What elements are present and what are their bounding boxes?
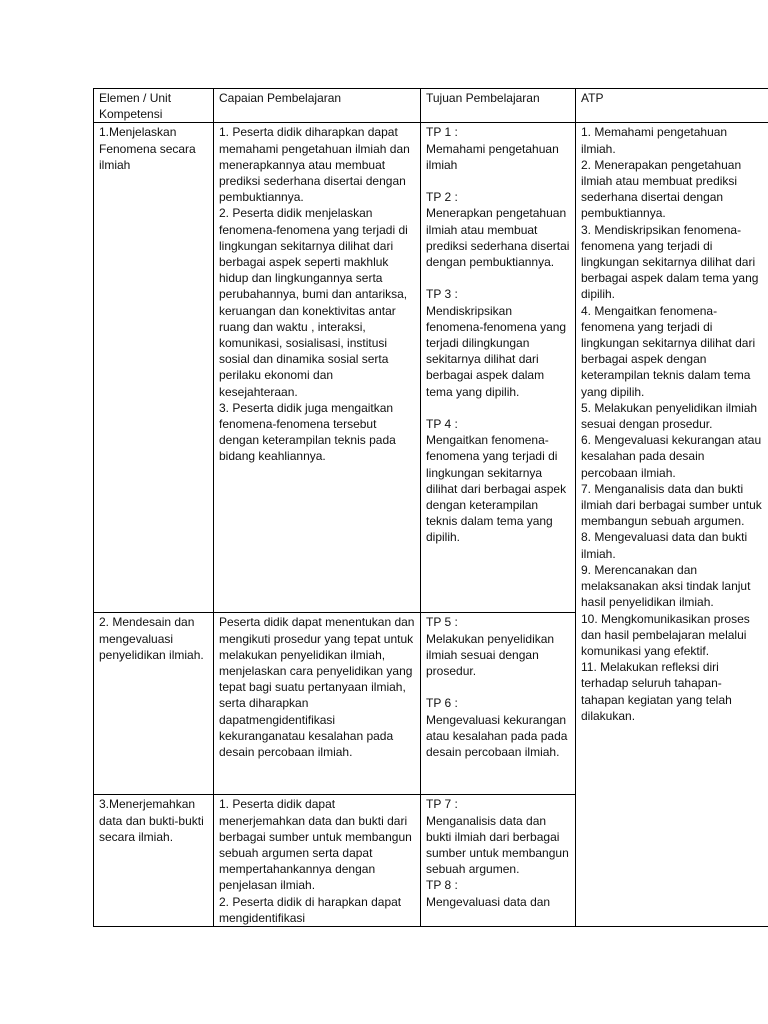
- header-capaian: Capaian Pembelajaran: [214, 89, 421, 123]
- tujuan-cell-2: [421, 613, 576, 795]
- tp-label: TP 5 :: [426, 615, 458, 630]
- elemen-cell-3: 3.Menerjemahkan data dan bukti-bukti secara ilmiah.: [94, 795, 214, 927]
- capaian-cell-3: [214, 795, 421, 927]
- atp-item: 10. Mengkomunikasikan proses dan hasil pembelajaran melalui komunikasi yang efektif.: [581, 611, 754, 658]
- table-header-row: [94, 89, 768, 123]
- atp-item: 8. Mengevaluasi data dan bukti ilmiah.: [581, 530, 751, 561]
- elemen-cell-2: 2. Mendesain dan mengevaluasi penyelidikan ilmiah.: [94, 613, 214, 795]
- tp-label: TP 8 :: [426, 878, 458, 893]
- atp-item: 2. Menerapakan pengetahuan ilmiah atau membuat prediksi sederhana disertai dengan pembuktiannya.: [581, 157, 745, 221]
- header-atp: ATP: [576, 89, 768, 123]
- tp-text: Menganalisis data dan bukti ilmiah dari berbagai sumber untuk membangun sebuah argumen.: [426, 813, 573, 877]
- capaian-item: 2. Peserta didik menjelaskan fenomena-fenomena yang terjadi di lingkungan sekitarnya dilihat dari berbagai aspek seperti makhluk hidup dan lingkungannya serta perubahannya, bumi dan antariksa, keruangan dan konektivitas antar ruang dan waktu , interaksi, komunikasi, sosialisasi, institusi sosial dan dinamika sosial serta perilaku ekonomi dan kesejahteraan.: [219, 206, 412, 399]
- tp-text: Mendiskripsikan fenomena-fenomena yang terjadi dilingkungan sekitarnya dilihat dari berbagai aspek dalam tema yang dipilih.: [426, 303, 570, 399]
- tp-text: Mengevaluasi kekurangan atau kesalahan pada pada desain percobaan ilmiah.: [426, 712, 571, 760]
- atp-item: 11. Melakukan refleksi diri terhadap seluruh tahapan-tahapan kegiatan yang telah dilakukan.: [581, 660, 736, 723]
- capaian-cell-1: [214, 123, 421, 613]
- tp-label: TP 4 :: [426, 417, 458, 432]
- header-tujuan: Tujuan Pembelajaran: [421, 89, 576, 123]
- atp-item: 9. Merencanakan dan melaksanakan aksi tindak lanjut hasil penyelidikan ilmiah.: [581, 562, 754, 610]
- header-elemen: Elemen / Unit Kompetensi: [94, 89, 214, 123]
- atp-item: 3. Mendiskripsikan fenomena-fenomena yang terjadi di lingkungan sekitarnya dilihat dari berbagai aspek dalam tema yang dipilih.: [581, 222, 762, 302]
- table-row: [94, 123, 768, 613]
- capaian-item: 1. Peserta didik dapat menerjemahkan data dan bukti dari berbagai sumber untuk membangun sebuah argumen serta dapat mempertahankannya dengan penjelasan ilmiah.: [219, 797, 416, 893]
- tp-text: Menerapkan pengetahuan ilmiah atau membuat prediksi sederhana disertai dengan pembuktiannya.: [426, 206, 573, 270]
- tujuan-cell-3: [421, 795, 576, 927]
- capaian-cell-2: [214, 613, 421, 795]
- atp-cell: [576, 123, 768, 927]
- capaian-item: 3. Peserta didik juga mengaitkan fenomena-fenomena tersebut dengan keterampilan teknis pada bidang keahliannya.: [219, 400, 400, 464]
- capaian-item: 2. Peserta didik di harapkan dapat mengidentifikasi: [219, 894, 405, 925]
- atp-item: 7. Menganalisis data dan bukti ilmiah dari berbagai sumber untuk membangun sebuah argumen.: [581, 481, 766, 529]
- atp-item: 1. Memahami pengetahuan ilmiah.: [581, 125, 731, 156]
- learning-objectives-table: [93, 88, 768, 927]
- tp-label: TP 3 :: [426, 287, 458, 302]
- atp-item: 4. Mengaitkan fenomena-fenomena yang terjadi di lingkungan sekitarnya dilihat dari berbagai aspek dengan keterampilan teknis dalam tema yang dipilih.: [581, 303, 759, 399]
- tp-text: Melakukan penyelidikan ilmiah sesuai dengan prosedur.: [426, 631, 558, 679]
- atp-item: 6. Mengevaluasi kekurangan atau kesalahan pada desain percobaan ilmiah.: [581, 433, 765, 480]
- tp-label: TP 6 :: [426, 696, 458, 711]
- tp-text: Mengevaluasi data dan: [426, 894, 551, 909]
- tp-text: Mengaitkan fenomena-fenomena yang terjadi di lingkungan sekitarnya dilihat dari berbagai aspek dengan keterampilan teknis dalam tema yang dipilih.: [426, 433, 570, 545]
- tujuan-cell-1: [421, 123, 576, 613]
- tp-label: TP 2 :: [426, 190, 458, 205]
- tp-label: TP 1 :: [426, 125, 458, 140]
- capaian-item: 1. Peserta didik diharapkan dapat memahami pengetahuan ilmiah dan menerapkannya atau membuat prediksi sederhana disertai dengan pembuktiannya.: [219, 125, 414, 205]
- capaian-item: Peserta didik dapat menentukan dan mengikuti prosedur yang tepat untuk melakukan penyelidikan ilmiah, menjelaskan cara penyelidikan yang tepat bagi suatu pertanyaan ilmiah, serta diharapkan dapatmengidentifikasi kekuranganatau kesalahan pada desain percobaan ilmiah.: [219, 615, 418, 760]
- elemen-cell-1: 1.Menjelaskan Fenomena secara ilmiah: [94, 123, 214, 613]
- atp-item: 5. Melakukan penyelidikan ilmiah sesuai dengan prosedur.: [581, 400, 761, 432]
- tp-text: Memahami pengetahuan ilmiah: [426, 141, 563, 172]
- tp-label: TP 7 :: [426, 797, 458, 812]
